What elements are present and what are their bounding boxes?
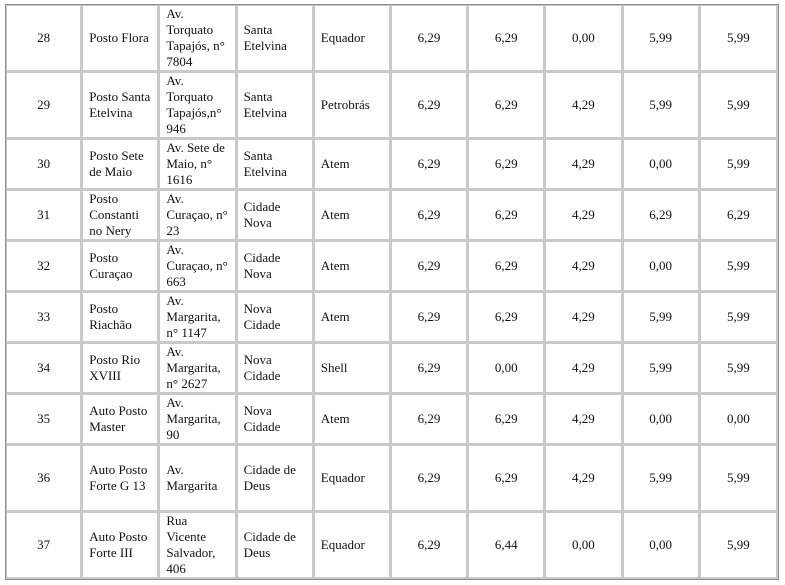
station-neighborhood: Santa Etelvina	[237, 139, 314, 190]
price-1: 6,29	[391, 512, 468, 579]
price-1: 6,29	[391, 190, 468, 241]
station-brand: Petrobrás	[314, 72, 391, 139]
price-4: 5,99	[623, 292, 700, 343]
station-neighborhood: Nova Cidade	[237, 343, 314, 394]
station-brand: Atem	[314, 292, 391, 343]
price-2: 0,00	[468, 343, 545, 394]
row-number: 35	[6, 394, 82, 445]
price-4: 5,99	[623, 5, 700, 72]
station-neighborhood: Nova Cidade	[237, 292, 314, 343]
price-2: 6,29	[468, 445, 545, 512]
price-2: 6,29	[468, 241, 545, 292]
station-brand: Equador	[314, 512, 391, 579]
station-address: Av. Margarita, n° 2627	[159, 343, 236, 394]
price-2: 6,29	[468, 292, 545, 343]
price-4: 5,99	[623, 343, 700, 394]
price-5: 5,99	[700, 292, 778, 343]
station-address: Av. Margarita, 90	[159, 394, 236, 445]
station-neighborhood: Santa Etelvina	[237, 72, 314, 139]
row-number: 34	[6, 343, 82, 394]
price-2: 6,29	[468, 394, 545, 445]
table-row	[6, 394, 778, 445]
station-address: Av. Sete de Maio, n° 1616	[159, 139, 236, 190]
station-brand: Shell	[314, 343, 391, 394]
price-2: 6,29	[468, 72, 545, 139]
price-3: 4,29	[545, 394, 622, 445]
table-row	[6, 5, 778, 72]
price-5: 6,29	[700, 190, 778, 241]
station-address: Av. Margarita, n° 1147	[159, 292, 236, 343]
station-name: Posto Rio XVIII	[82, 343, 159, 394]
price-3: 4,29	[545, 190, 622, 241]
station-name: Posto Sete de Maio	[82, 139, 159, 190]
price-4: 6,29	[623, 190, 700, 241]
station-neighborhood: Nova Cidade	[237, 394, 314, 445]
station-address: Av. Curaçao, n° 663	[159, 241, 236, 292]
price-5: 5,99	[700, 343, 778, 394]
table-row	[6, 292, 778, 343]
row-number: 31	[6, 190, 82, 241]
table-row	[6, 445, 778, 512]
row-number: 33	[6, 292, 82, 343]
table-row	[6, 139, 778, 190]
price-4: 0,00	[623, 241, 700, 292]
row-number: 37	[6, 512, 82, 579]
station-brand: Equador	[314, 5, 391, 72]
price-1: 6,29	[391, 72, 468, 139]
station-neighborhood: Cidade Nova	[237, 190, 314, 241]
price-3: 4,29	[545, 343, 622, 394]
price-1: 6,29	[391, 292, 468, 343]
price-3: 4,29	[545, 139, 622, 190]
station-neighborhood: Cidade de Deus	[237, 445, 314, 512]
station-name: Auto Posto Master	[82, 394, 159, 445]
station-brand: Atem	[314, 241, 391, 292]
station-name: Posto Constanti no Nery	[82, 190, 159, 241]
station-brand: Atem	[314, 139, 391, 190]
price-5: 5,99	[700, 72, 778, 139]
station-name: Posto Santa Etelvina	[82, 72, 159, 139]
row-number: 28	[6, 5, 82, 72]
row-number: 32	[6, 241, 82, 292]
price-5: 5,99	[700, 241, 778, 292]
price-3: 0,00	[545, 5, 622, 72]
table-row	[6, 343, 778, 394]
station-name: Auto Posto Forte III	[82, 512, 159, 579]
price-3: 4,29	[545, 72, 622, 139]
table-row	[6, 512, 778, 579]
table-row	[6, 241, 778, 292]
station-name: Auto Posto Forte G 13	[82, 445, 159, 512]
price-5: 0,00	[700, 394, 778, 445]
station-address: Rua Vicente Salvador, 406	[159, 512, 236, 579]
price-5: 5,99	[700, 5, 778, 72]
price-4: 5,99	[623, 445, 700, 512]
station-neighborhood: Cidade Nova	[237, 241, 314, 292]
price-3: 0,00	[545, 512, 622, 579]
price-1: 6,29	[391, 5, 468, 72]
price-2: 6,29	[468, 190, 545, 241]
price-1: 6,29	[391, 241, 468, 292]
table-row	[6, 72, 778, 139]
station-brand: Atem	[314, 190, 391, 241]
price-4: 0,00	[623, 394, 700, 445]
row-number: 30	[6, 139, 82, 190]
price-3: 4,29	[545, 241, 622, 292]
price-3: 4,29	[545, 292, 622, 343]
price-1: 6,29	[391, 139, 468, 190]
station-neighborhood: Cidade de Deus	[237, 512, 314, 579]
price-2: 6,44	[468, 512, 545, 579]
station-address: Av. Curaçao, n° 23	[159, 190, 236, 241]
price-5: 5,99	[700, 445, 778, 512]
price-4: 5,99	[623, 72, 700, 139]
station-name: Posto Flora	[82, 5, 159, 72]
price-4: 0,00	[623, 512, 700, 579]
price-2: 6,29	[468, 5, 545, 72]
station-name: Posto Curaçao	[82, 241, 159, 292]
price-2: 6,29	[468, 139, 545, 190]
table-row	[6, 190, 778, 241]
fuel-price-table	[5, 4, 779, 580]
price-4: 0,00	[623, 139, 700, 190]
station-address: Av. Torquato Tapajós, n° 7804	[159, 5, 236, 72]
station-neighborhood: Santa Etelvina	[237, 5, 314, 72]
station-brand: Atem	[314, 394, 391, 445]
price-5: 5,99	[700, 512, 778, 579]
station-name: Posto Riachão	[82, 292, 159, 343]
price-5: 5,99	[700, 139, 778, 190]
station-address: Av. Margarita	[159, 445, 236, 512]
price-1: 6,29	[391, 394, 468, 445]
price-1: 6,29	[391, 445, 468, 512]
station-brand: Equador	[314, 445, 391, 512]
station-address: Av. Torquato Tapajós,n° 946	[159, 72, 236, 139]
row-number: 29	[6, 72, 82, 139]
row-number: 36	[6, 445, 82, 512]
price-1: 6,29	[391, 343, 468, 394]
price-3: 4,29	[545, 445, 622, 512]
